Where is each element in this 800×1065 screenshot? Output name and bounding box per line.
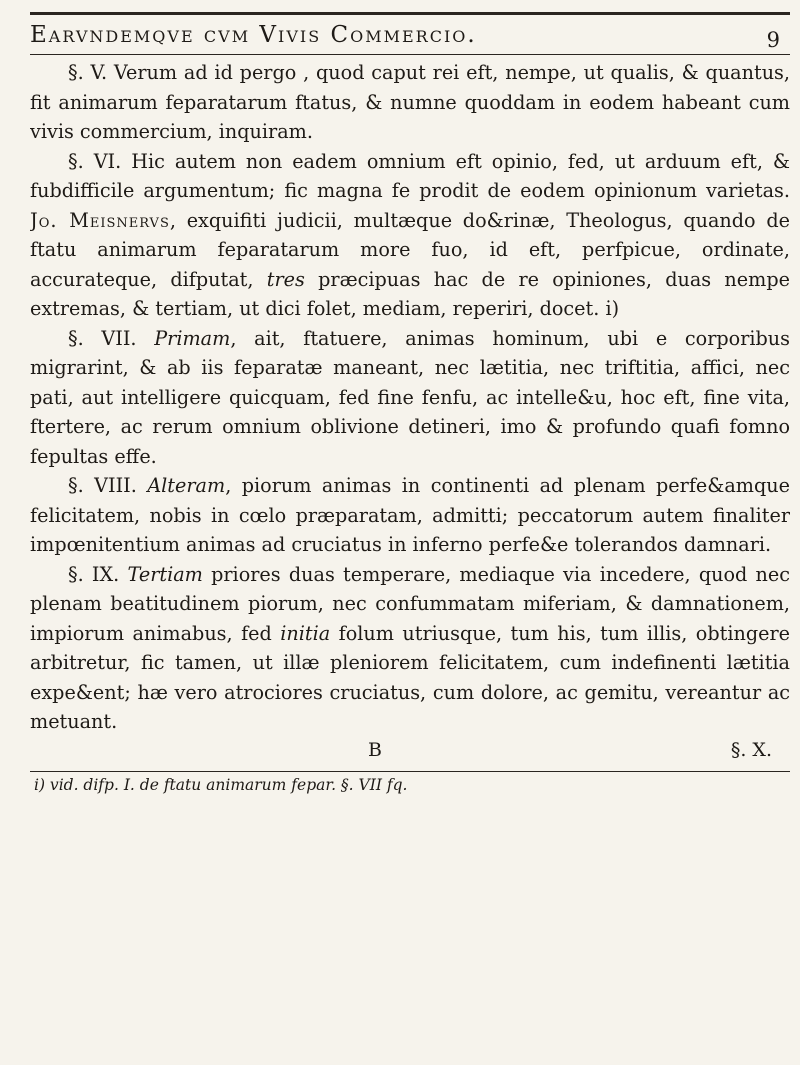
emphasis-text: Tertiam bbox=[127, 562, 203, 586]
running-head: Earvndemqve cvm Vivis Commercio. bbox=[30, 22, 477, 48]
catchword: §. X. bbox=[730, 738, 772, 761]
paragraph-section-5 bbox=[30, 58, 790, 147]
paragraph-section-9 bbox=[30, 560, 790, 737]
author-name: Jo. Meisnervs bbox=[30, 208, 170, 232]
paragraph-text: folum utriusque, tum his, tum illis, obtingere arbitretur, fic tamen, ut illæ pleniorem felicitatem, cum indefinenti lætitia expe&ent; hæ vero atrociores cruciatus, cum dolore, ac gemitu, vereantur ac metuant. bbox=[30, 621, 790, 733]
footnote: i) vid. difp. I. de ftatu animarum fepar. §. VII fq. bbox=[34, 775, 408, 794]
paragraph-text: , exquifiti judicii, multæque do&rinæ, Theologus, quando de ftatu animarum feparatarum more fuo, id eft, perfpicue, ordinate, accurateque, difputat, bbox=[30, 208, 790, 291]
paragraph-section-6 bbox=[30, 147, 790, 324]
header-rule-top bbox=[30, 12, 790, 15]
footnote-rule bbox=[30, 771, 790, 772]
paragraph-text: , ait, ftatuere, animas hominum, ubi e corporibus migrarint, & ab iis feparatæ maneant, nec lætitia, nec triftitia, affici, nec pati, aut intelligere quicquam, fed fine fenfu, ac intelle&u, hoc eft, fine vita, ftertere, ac rerum omnium oblivione detineri, imo & profundo quafi fomno fepultas effe. bbox=[30, 326, 790, 468]
paragraph-section-7 bbox=[30, 324, 790, 472]
paragraph-text: §. VII. bbox=[68, 326, 155, 350]
emphasis-text: tres bbox=[266, 267, 305, 291]
paragraph-text: §. IX. bbox=[68, 562, 128, 586]
paragraph-text: §. VI. Hic autem non eadem omnium eft opinio, fed, ut arduum eft, & fubdifficile argumentum; fic magna fe prodit de eodem opinionum varietas. bbox=[30, 149, 790, 202]
header-rule-bottom bbox=[30, 54, 790, 55]
emphasis-text: initia bbox=[280, 621, 331, 645]
book-page bbox=[30, 10, 790, 1055]
paragraph-text: priores duas temperare, mediaque via incedere, quod nec plenam beatitudinem piorum, nec confummatam miferiam, & damnationem, impiorum animabus, fed bbox=[30, 562, 790, 645]
paragraph-text: præcipuas hac de re opiniones, duas nempe extremas, & tertiam, ut dici folet, mediam, reperiri, docet. i) bbox=[30, 267, 790, 320]
emphasis-text: Primam bbox=[154, 326, 231, 350]
page-number: 9 bbox=[766, 28, 780, 52]
paragraph-text: §. VIII. bbox=[68, 474, 148, 497]
paragraph-text: §. V. Verum ad id pergo , quod caput rei eft, nempe, ut qualis, & quantus, fit animarum feparatarum ftatus, & numne quoddam in eodem habeant cum vivis commercium, inquiram. bbox=[30, 61, 790, 143]
page-header bbox=[30, 10, 790, 58]
paragraph-section-8 bbox=[30, 471, 790, 560]
body-text bbox=[30, 58, 790, 737]
emphasis-text: Alteram bbox=[147, 474, 226, 497]
paragraph-text: , piorum animas in continenti ad plenam perfe&amque felicitatem, nobis in cœlo præparatam, admitti; peccatorum autem finaliter impœnitentium animas ad cruciatus in inferno perfe&e tolerandos damnari. bbox=[30, 474, 790, 556]
page-footer bbox=[30, 739, 790, 769]
signature-mark: B bbox=[368, 738, 382, 761]
